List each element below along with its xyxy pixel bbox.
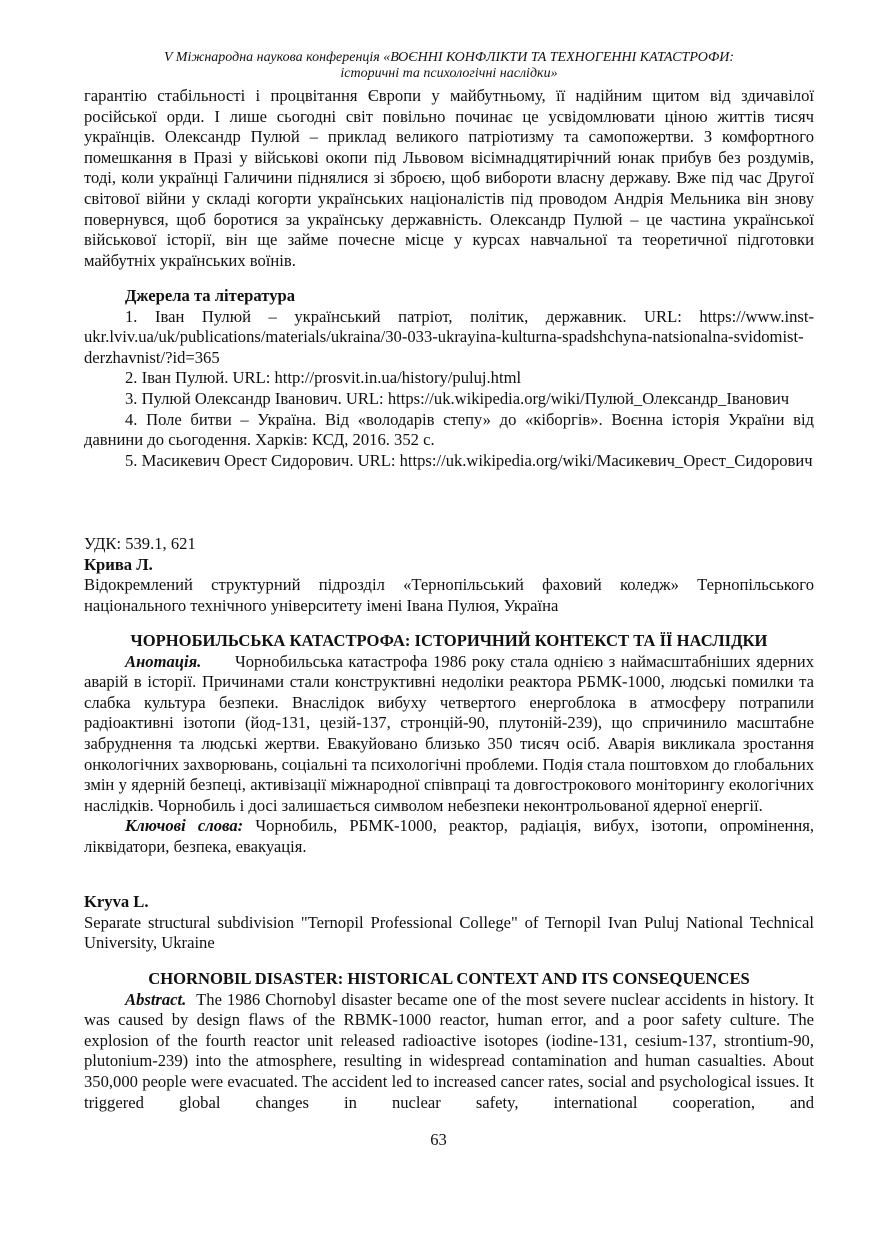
article-title-ua: ЧОРНОБИЛЬСЬКА КАТАСТРОФА: ІСТОРИЧНИЙ КОНТЕКСТ ТА ЇЇ НАСЛІДКИ bbox=[130, 631, 768, 650]
running-header-line-2: історичні та психологічні наслідки» bbox=[340, 66, 558, 81]
references-section bbox=[84, 286, 814, 471]
article-ua-meta bbox=[84, 534, 814, 616]
keywords-ua bbox=[84, 816, 819, 857]
keywords-text-ua: Чорнобиль, РБМК-1000, реактор, радіація, вибух, ізотопи, опромінення, ліквідатори, безпека, евакуація. bbox=[84, 816, 819, 856]
affiliation-en: Separate structural subdivision "Ternopil Professional College" of Ternopil Ivan Puluj National Technical University, Ukraine bbox=[84, 912, 814, 953]
author-en: Kryva L. bbox=[84, 892, 149, 911]
running-header-line-1: V Міжнародна наукова конференція «ВОЄННІ КОНФЛІКТИ ТА ТЕХНОГЕННІ КАТАСТРОФИ: bbox=[163, 50, 735, 65]
references-heading: Джерела та література bbox=[125, 286, 296, 305]
reference-item-2: 2. Іван Пулюй. URL: http://prosvit.in.ua/history/puluj.html bbox=[125, 368, 522, 388]
abstract-ua bbox=[84, 651, 819, 817]
abstract-label-en: Abstract. bbox=[125, 989, 187, 1009]
abstract-text-ua: Чорнобильська катастрофа 1986 року стала однією з наймасштабніших ядерних аварій в історії. Причинами стали конструктивні недоліки реактора РБМК-1000, людські помилки та слабка культура безпеки. Внаслідок вибуху четвертого енергоблока в атмосферу потрапили радіоактивні ізотопи (йод-131, цезій-137, стронцій-90, плутоній-239), що спричинило масштабне забруднення та людські жертви. Евакуйовано близько 350 тисяч осіб. Аварія викликала зростання онкологічних захворювань, соціальні та психологічні проблеми. Подія стала поштовхом до глобальних змін у ядерній безпеці, активізації міжнародної співпраці та довгострокового моніторингу екологічних наслідків. Чорнобиль і досі залишається символом небезпеки неконтрольованої ядерної енергії. bbox=[84, 651, 819, 815]
reference-item-4: 4. Поле битви – Україна. Від «володарів степу» до «кіборгів». Воєнна історія України від давнини до сьогодення. Харків: КСД, 2016. 352 с. bbox=[84, 409, 814, 450]
keywords-label-ua: Ключові слова: bbox=[125, 816, 244, 836]
abstract-label-ua: Анотація. bbox=[125, 651, 202, 671]
udk-line: УДК: 539.1, 621 bbox=[84, 534, 196, 553]
author-ua: Крива Л. bbox=[84, 554, 153, 574]
reference-item-3: 3. Пулюй Олександр Іванович. URL: https://uk.wikipedia.org/wiki/Пулюй_Олександр_Іванович bbox=[125, 388, 790, 408]
reference-item-1: 1. Іван Пулюй – український патріот, політик, державник. URL: https://www.inst-ukr.lviv.ua/uk/publications/materials/ukraina/30-033-ukrayina-kulturna-spadshchyna-natsionalna-svidomist-derzhavnist/?id=365 bbox=[84, 306, 814, 367]
intro-paragraph bbox=[84, 86, 814, 271]
affiliation-ua: Відокремлений структурний підрозділ «Тернопільський фаховий коледж» Тернопільського національного технічного університету імені Івана Пулюя, Україна bbox=[84, 575, 814, 615]
abstract-text-en: The 1986 Chornobyl disaster became one of the most severe nuclear accidents in history. It was caused by design flaws of the RBMK-1000 reactor, human error, and a poor safety culture. The explosion of the fourth reactor unit released radioactive isotopes (iodine-131, cesium-137, strontium-90, plutonium-239) into the atmosphere, resulting in widespread contamination and human casualties. About 350,000 people were evacuated. The accident led to increased cancer rates, social and psychological issues. It triggered global changes in nuclear safety, international cooperation, and bbox=[84, 989, 819, 1112]
abstract-en bbox=[84, 989, 819, 1114]
article-ua-body bbox=[84, 631, 819, 858]
article-title-en: CHORNOBIL DISASTER: HISTORICAL CONTEXT AND ITS CONSEQUENCES bbox=[148, 969, 750, 988]
reference-item-5: 5. Масикевич Орест Сидорович. URL: https://uk.wikipedia.org/wiki/Масикевич_Орест_Сидорович bbox=[125, 450, 813, 470]
page-number: 63 bbox=[430, 1130, 447, 1149]
article-en-meta bbox=[84, 892, 814, 954]
intro-paragraph-text: гарантію стабільності і процвітання Європи у майбутньому, її надійним щитом від здичавілої російської орди. І лише сьогодні світ повільно починає це усвідомлювати ціною життів тисяч українців. Олександр Пулюй – приклад великого патріотизму та самопожертви. З комфортного помешкання в Празі у військові окопи під Львовом вісімнадцятирічний юнак прибув без роздумів, тоді, коли українці Галичини піднялися зі зброєю, щоб вибороти власну державу. Вже під час Другої світової війни у складі когорти українських націоналістів під проводом Андрія Мельника він знову повернувся, щоб боротися за українську державність. Олександр Пулюй – це частина української військової історії, він ще займе почесне місце у курсах навчальної та теоретичної підготовки майбутніх українських воїнів. bbox=[84, 86, 814, 270]
article-en-body bbox=[84, 969, 819, 1113]
